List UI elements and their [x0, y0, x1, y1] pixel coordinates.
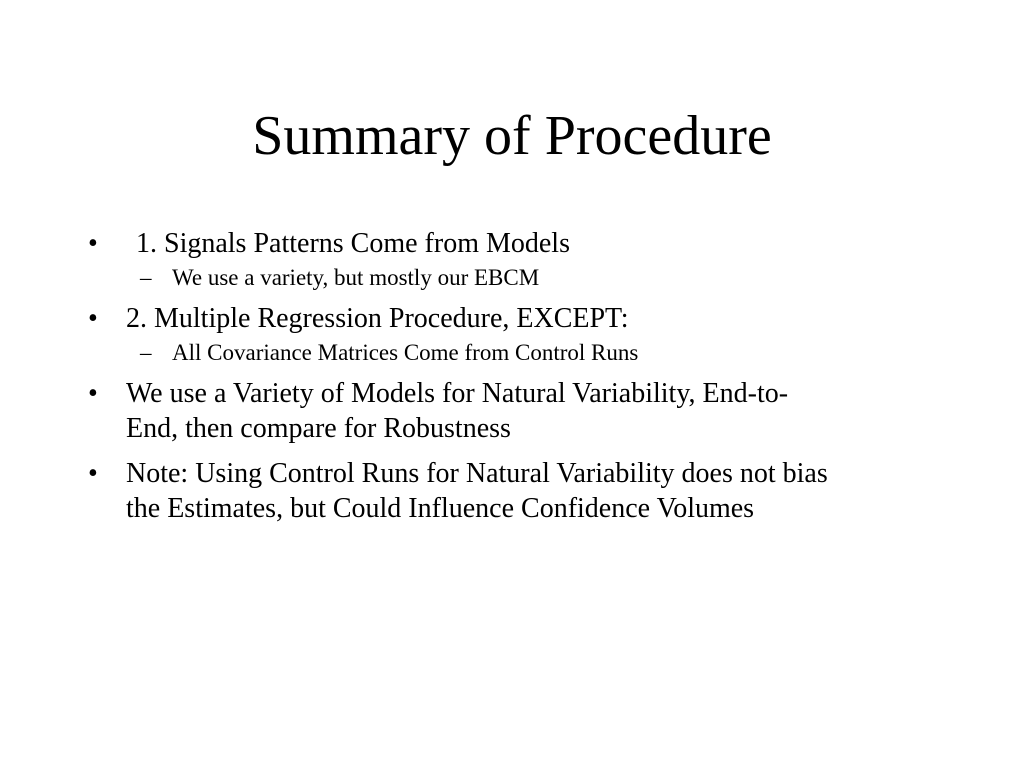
- slide-title: Summary of Procedure: [252, 105, 772, 167]
- bullet-text-line-1: Note: Using Control Runs for Natural Variability does not bias: [126, 458, 828, 489]
- bullet-marker: •: [88, 378, 98, 409]
- bullet-text-line-1: We use a Variety of Models for Natural Variability, End-to-: [126, 378, 789, 409]
- bullet-item-3: [88, 376, 1008, 446]
- dash-marker: –: [140, 340, 152, 365]
- bullet-text-line-2: the Estimates, but Could Influence Confidence Volumes: [126, 493, 755, 524]
- sub-bullet-text: All Covariance Matrices Come from Control Runs: [172, 340, 639, 365]
- sub-bullet-item-2: [88, 338, 1008, 368]
- sub-bullet-text: We use a variety, but mostly our EBCM: [172, 265, 540, 290]
- bullet-text: 2. Multiple Regression Procedure, EXCEPT:: [126, 303, 629, 334]
- bullet-marker: •: [88, 303, 98, 334]
- bullet-item-4: [88, 456, 1008, 526]
- bullet-item-1: [88, 226, 1008, 261]
- sub-bullet-item-1: [88, 263, 1008, 293]
- bullet-marker: •: [88, 228, 98, 259]
- dash-marker: –: [140, 265, 152, 290]
- bullet-text-line-2: End, then compare for Robustness: [126, 413, 511, 444]
- bullet-list: [88, 226, 1008, 526]
- bullet-item-2: [88, 301, 1008, 336]
- bullet-marker: •: [88, 458, 98, 489]
- bullet-text: 1. Signals Patterns Come from Models: [136, 228, 570, 259]
